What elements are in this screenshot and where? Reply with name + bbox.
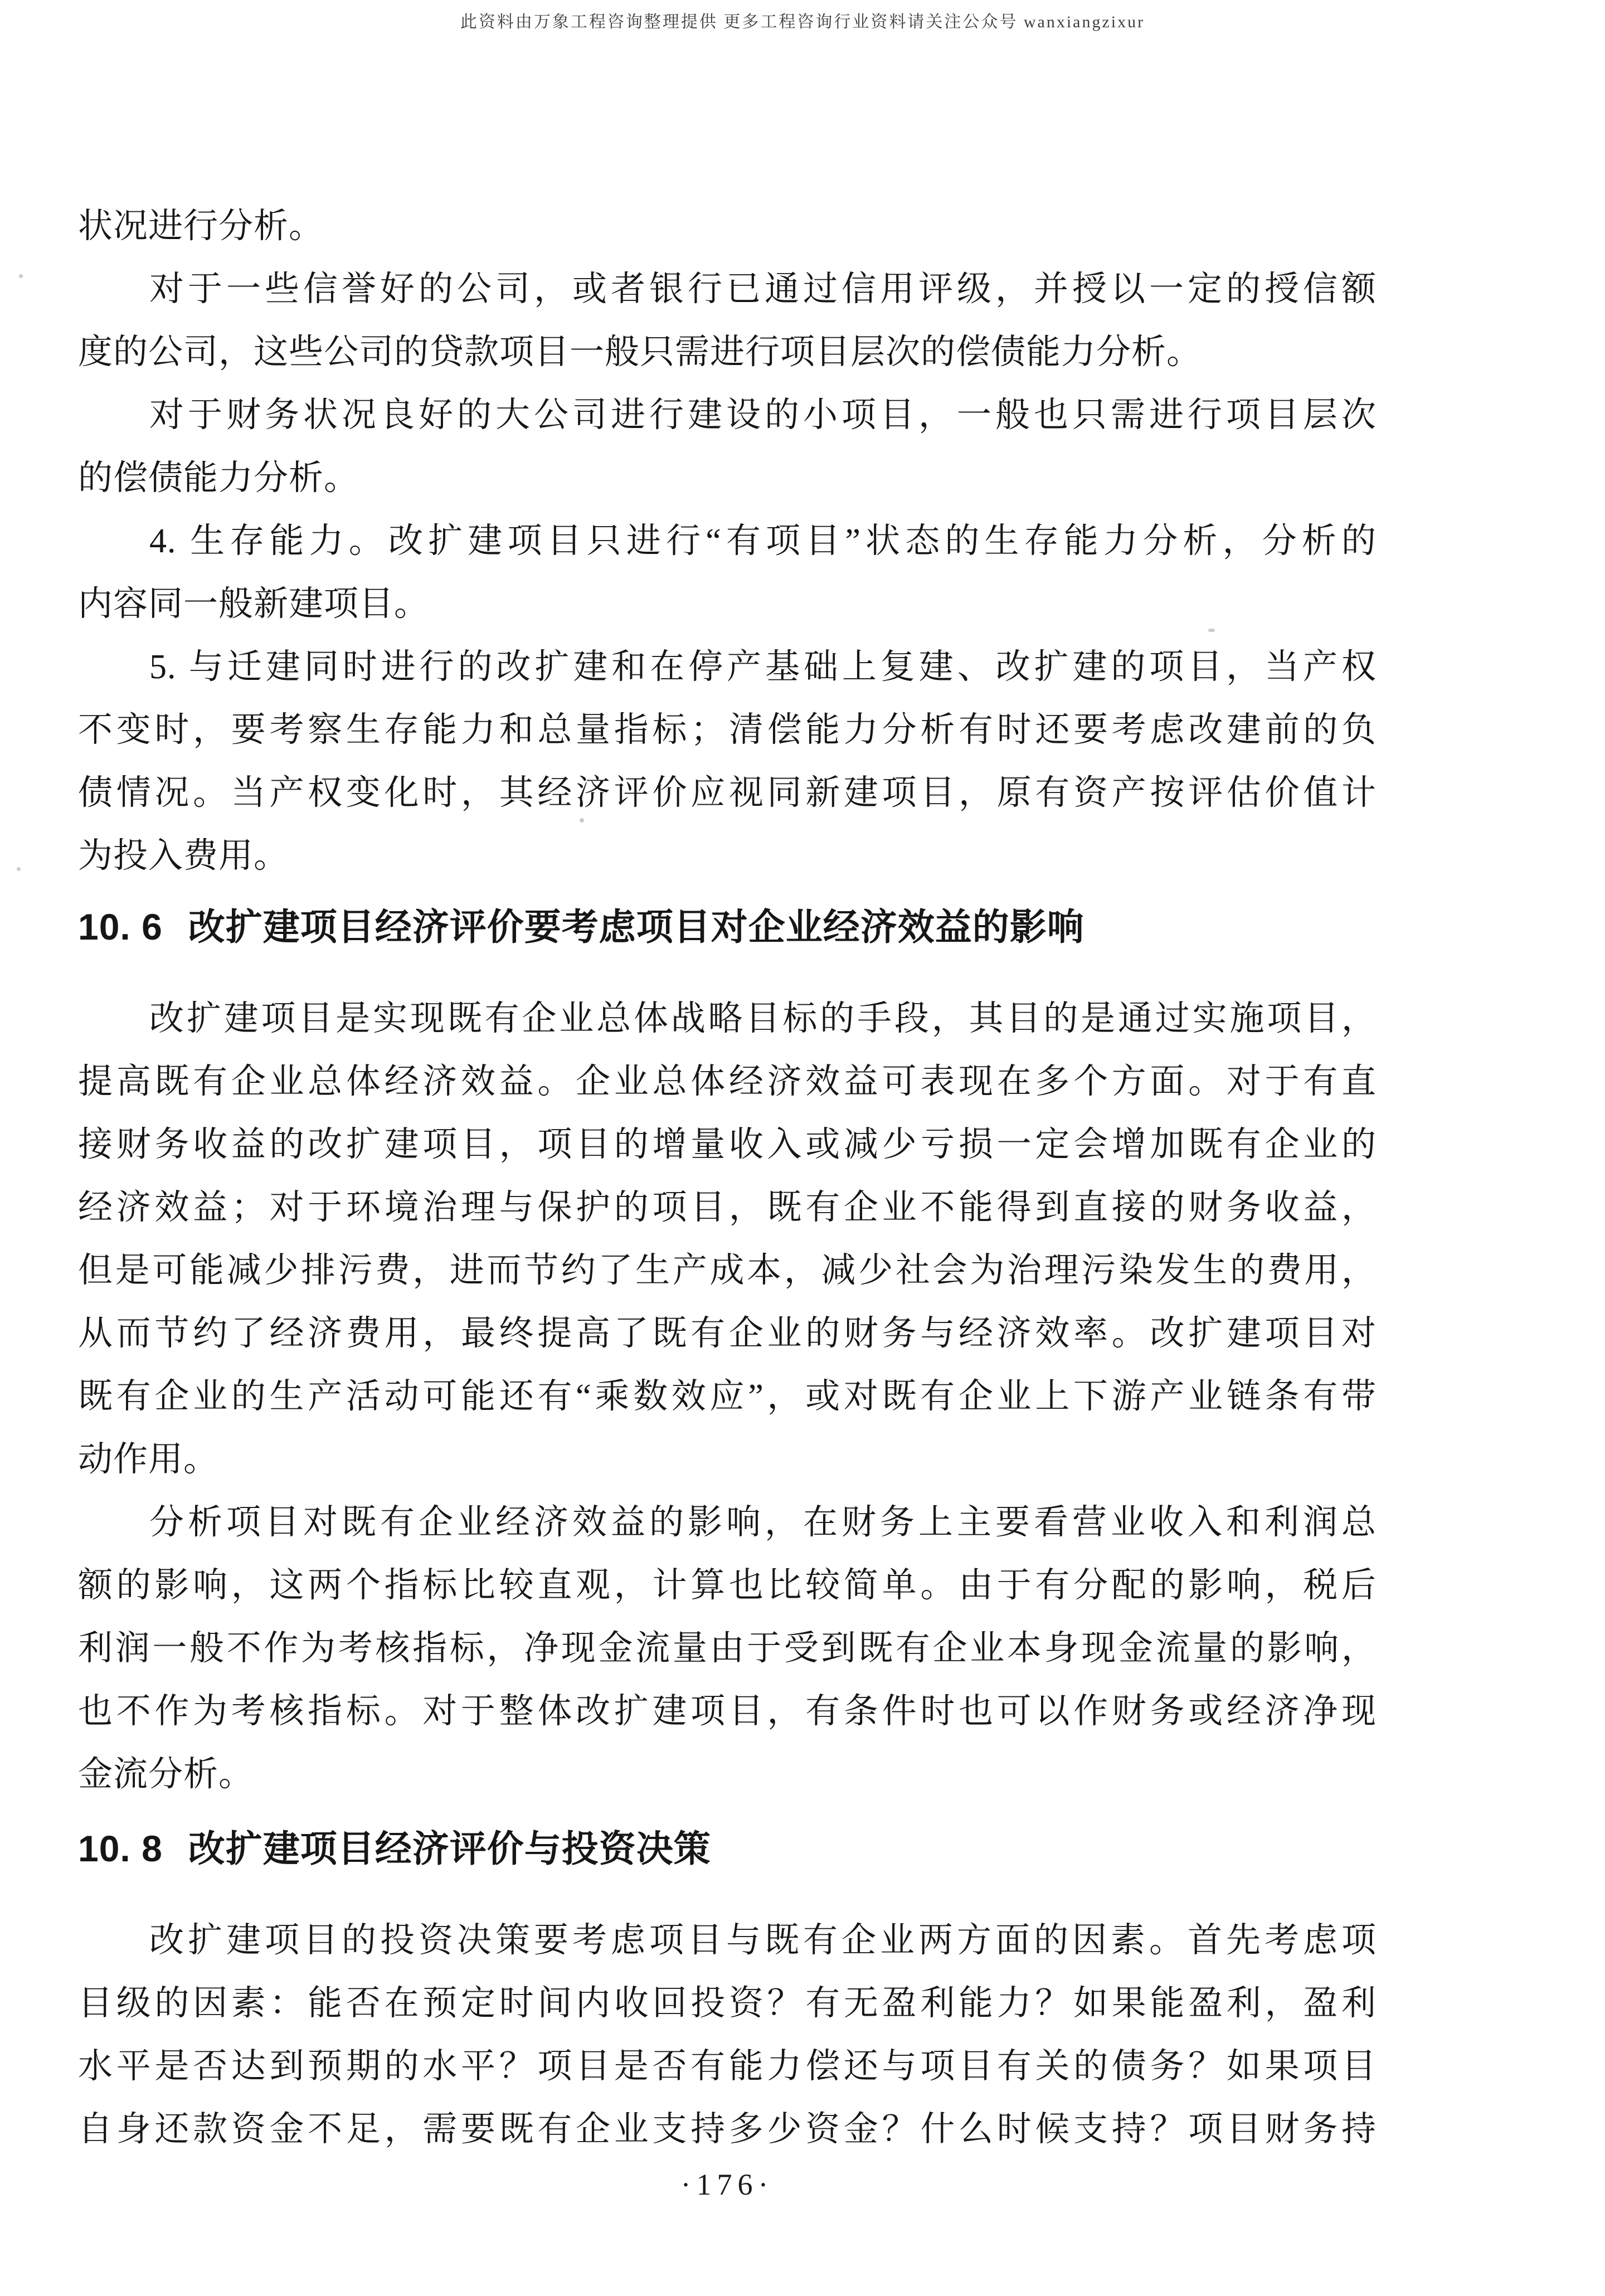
text-line: 的偿债能力分析。 [78, 459, 359, 497]
text-line: 从而节约了经济费用，最终提高了既有企业的财务与经济效率。改扩建项目对 [78, 1315, 1377, 1353]
text-line: 度的公司，这些公司的贷款项目一般只需进行项目层次的偿债能力分析。 [78, 333, 1202, 371]
text-line: 5. 与迁建同时进行的改扩建和在停产基础上复建、改扩建的项目，当产权 [149, 648, 1377, 686]
text-line: 接财务收益的改扩建项目，项目的增量收入或减少亏损一定会增加既有企业的 [78, 1126, 1377, 1164]
heading-number: 10. 8 [78, 1828, 163, 1869]
text-line: 不变时，要考察生存能力和总量指标；清偿能力分析有时还要考虑改建前的负 [78, 711, 1377, 749]
text-line: 动作用。 [78, 1441, 219, 1478]
heading-title: 改扩建项目经济评价与投资决策 [188, 1828, 711, 1869]
heading-title: 改扩建项目经济评价要考虑项目对企业经济效益的影响 [188, 906, 1084, 947]
header-watermark-notice: 此资料由万象工程咨询整理提供 更多工程咨询行业资料请关注公众号 wanxiangzixur [460, 13, 1145, 31]
text-line: 金流分析。 [78, 1755, 254, 1793]
text-line: 改扩建项目的投资决策要考虑项目与既有企业两方面的因素。首先考虑项 [149, 1922, 1377, 1959]
section-heading-10-6 [78, 896, 1377, 959]
text-line: 也不作为考核指标。对于整体改扩建项目，有条件时也可以作财务或经济净现 [78, 1692, 1377, 1730]
text-line: 对于财务状况良好的大公司进行建设的小项目，一般也只需进行项目层次 [149, 396, 1377, 434]
text-line: 但是可能减少排污费，进而节约了生产成本，减少社会为治理污染发生的费用， [78, 1252, 1377, 1290]
text-line: 提高既有企业总体经济效益。企业总体经济效益可表现在多个方面。对于有直 [78, 1063, 1377, 1101]
heading-number: 10. 6 [78, 906, 163, 947]
text-line: 分析项目对既有企业经济效益的影响，在财务上主要看营业收入和利润总 [149, 1504, 1377, 1541]
text-line: 改扩建项目是实现既有企业总体战略目标的手段，其目的是通过实施项目， [149, 1000, 1377, 1038]
text-line: 对于一些信誉好的公司，或者银行已通过信用评级，并授以一定的授信额 [149, 270, 1377, 308]
section-heading-10-8 [78, 1817, 1377, 1880]
text-line: 额的影响，这两个指标比较直观，计算也比较简单。由于有分配的影响，税后 [78, 1567, 1377, 1604]
text-line: 经济效益；对于环境治理与保护的项目，既有企业不能得到直接的财务收益， [78, 1189, 1377, 1227]
text-line: 利润一般不作为考核指标，净现金流量由于受到既有企业本身现金流量的影响， [78, 1629, 1377, 1667]
text-line: 既有企业的生产活动可能还有“乘数效应”，或对既有企业上下游产业链条有带 [78, 1378, 1377, 1415]
text-line: 自身还款资金不足，需要既有企业支持多少资金？什么时候支持？项目财务持 [78, 2110, 1377, 2148]
scan-speck [17, 867, 21, 871]
text-line: 内容同一般新建项目。 [78, 585, 430, 623]
text-line: 状况进行分析。 [78, 207, 324, 245]
page-body [78, 195, 1377, 2161]
page-number: ·176· [680, 2168, 774, 2201]
text-line: 债情况。当产权变化时，其经济评价应视同新建项目，原有资产按评估价值计 [78, 774, 1377, 812]
scan-speck [19, 274, 23, 278]
text-line: 水平是否达到预期的水平？项目是否有能力偿还与项目有关的债务？如果项目 [78, 2047, 1377, 2085]
text-line: 4. 生存能力。改扩建项目只进行“有项目”状态的生存能力分析，分析的 [149, 522, 1377, 560]
text-line: 为投入费用。 [78, 837, 289, 875]
text-line: 目级的因素：能否在预定时间内收回投资？有无盈利能力？如果能盈利，盈利 [78, 1984, 1377, 2022]
